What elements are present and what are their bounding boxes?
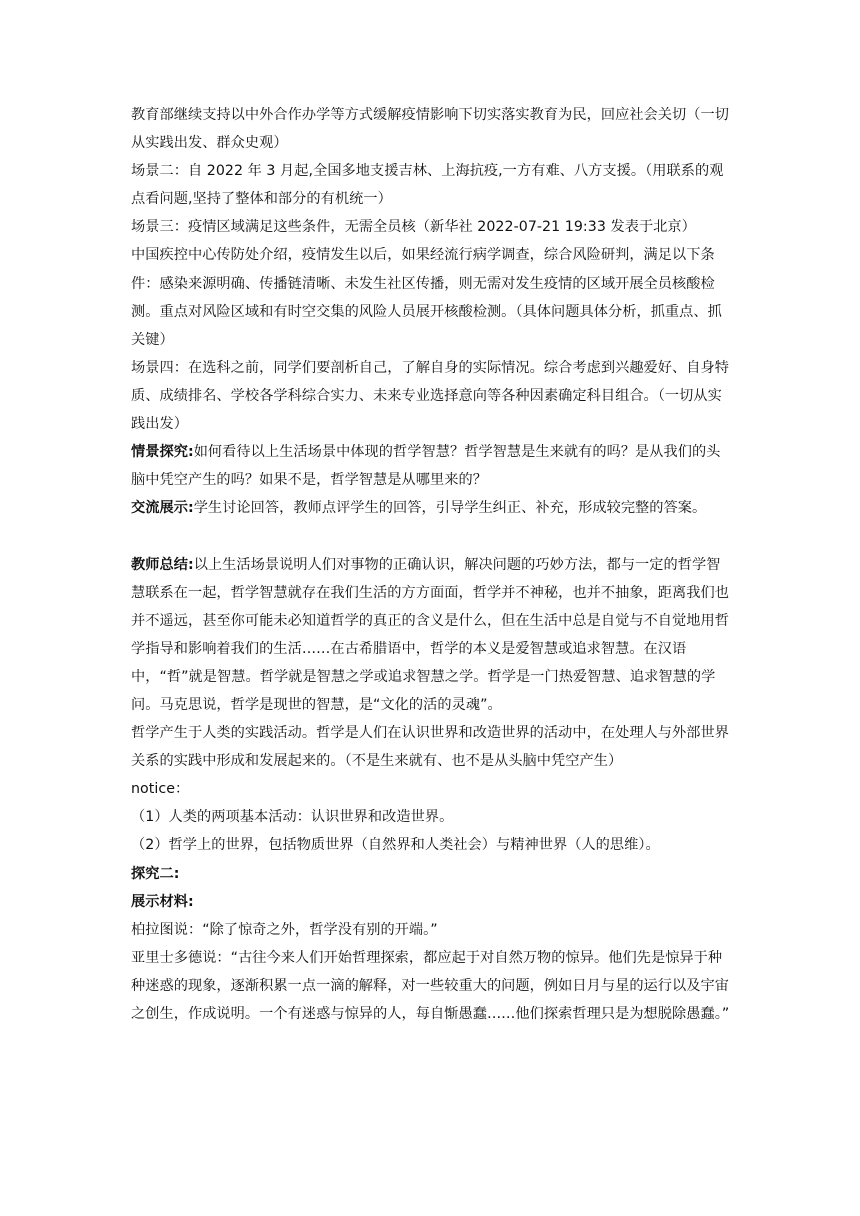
exchange-display-text: 学生讨论回答，教师点评学生的回答，引导学生纠正、补充，形成较完整的答案。 bbox=[193, 500, 707, 517]
document-body bbox=[131, 101, 731, 1028]
teacher-summary-label: 教师总结: bbox=[131, 556, 194, 573]
paragraph-scene-two: 场景二：自 2022 年 3 月起,全国多地支援吉林、上海抗疫,一方有难、八方支援。（用联系的观点看问题,坚持了整体和部分的有机统一） bbox=[131, 163, 724, 208]
paragraph-notice-item-2: （2）哲学上的世界，包括物质世界（自然界和人类社会）与精神世界（人的思维）。 bbox=[131, 837, 660, 854]
paragraph-teacher-summary bbox=[131, 551, 731, 720]
paragraph-scenario-inquiry bbox=[131, 438, 731, 494]
paragraph-scene-four: 场景四：在选科之前，同学们要剖析自己，了解自身的实际情况。综合考虑到兴趣爱好、自身特质、成绩排名、学校各学科综合实力、未来专业选择意向等各种因素确定科目组合。（一切从实践出发） bbox=[131, 359, 729, 433]
heading-inquiry-two: 探究二: bbox=[131, 865, 180, 882]
paragraph-notice: notice： bbox=[131, 781, 190, 798]
paragraph-notice-item-1: （1）人类的两项基本活动：认识世界和改造世界。 bbox=[131, 809, 454, 826]
teacher-summary-text: 以上生活场景说明人们对事物的正确认识，解决问题的巧妙方法，都与一定的哲学智慧联系在一起，哲学智慧就存在我们生活的方方面面，哲学并不神秘，也并不抽象，距离我们也并不遥远，甚至你可能未必知道哲学的真正的含义是什么，但在生活中总是自觉与不自觉地用哲学指导和影响着我们的生活……在古希腊语中，哲学的本义是爱智慧或追求智慧。在汉语中，“哲”就是智慧。哲学就是智慧之学或追求智慧之学。哲学是一门热爱智慧、追求智慧的学问。马克思说，哲学是现世的智慧，是“文化的活的灵魂”。 bbox=[131, 556, 729, 713]
paragraph-cdc-introduction: 中国疾控中心传防处介绍，疫情发生以后，如果经流行病学调查，综合风险研判，满足以下条件：感染来源明确、传播链清晰、未发生社区传播，则无需对发生疫情的区域开展全员核酸检测。重点对风险区域和有时空交集的风险人员展开核酸检测。（具体问题具体分析，抓重点、抓关键） bbox=[131, 247, 722, 348]
paragraph-philosophy-origin: 哲学产生于人类的实践活动。哲学是人们在认识世界和改造世界的活动中，在处理人与外部世界关系的实践中形成和发展起来的。（不是生来就有、也不是从头脑中凭空产生） bbox=[131, 725, 729, 770]
scenario-inquiry-label: 情景探究: bbox=[131, 444, 194, 461]
paragraph-plato-quote: 柏拉图说：“除了惊奇之外，哲学没有别的开端。” bbox=[131, 921, 438, 938]
paragraph-scene-three: 场景三：疫情区域满足这些条件，无需全员核（新华社 2022-07-21 19:33 发表于北京） bbox=[131, 219, 696, 236]
paragraph-scene-one-ending: 教育部继续支持以中外合作办学等方式缓解疫情影响下切实落实教育为民，回应社会关切（一切从实践出发、群众史观） bbox=[131, 107, 729, 152]
paragraph-exchange-display bbox=[131, 494, 731, 522]
paragraph-aristotle-quote: 亚里士多德说：“古往今来人们开始哲理探索，都应起于对自然万物的惊异。他们先是惊异于种种迷惑的现象，逐渐积累一点一滴的解释，对一些较重大的问题，例如日月与星的运行以及宇宙之创生，作成说明。一个有迷惑与惊异的人，每自惭愚蠢……他们探索哲理只是为想脱除愚蠢。” bbox=[131, 949, 730, 1022]
exchange-display-label: 交流展示: bbox=[131, 500, 194, 517]
scenario-inquiry-text: 如何看待以上生活场景中体现的哲学智慧？哲学智慧是生来就有的吗？是从我们的头脑中凭空产生的吗？如果不是，哲学智慧是从哪里来的？ bbox=[131, 444, 721, 489]
blank-line bbox=[131, 522, 731, 550]
heading-display-material: 展示材料: bbox=[131, 893, 194, 910]
